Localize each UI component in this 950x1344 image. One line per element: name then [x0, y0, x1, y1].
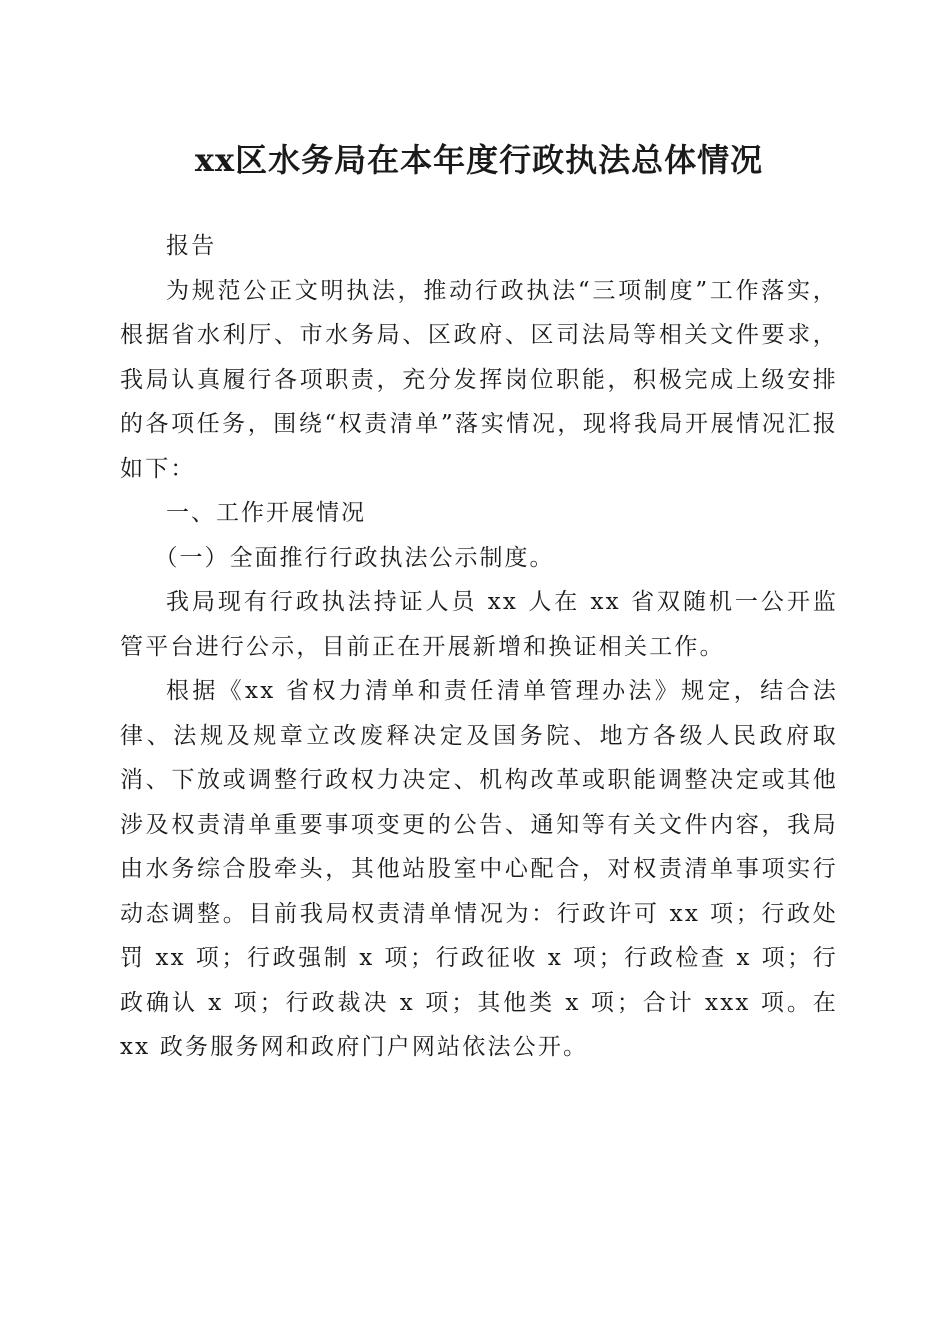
- section-heading-work-status: 一、工作开展情况: [166, 500, 366, 526]
- paragraph-report-label: 报告: [166, 233, 217, 259]
- document-title: xx区水务局在本年度行政执法总体情况: [194, 141, 764, 179]
- paragraph-intro: 为规范公正文明执法，推动行政执法“三项制度”工作落实，根据省水利厅、市水务局、区政府、区司法局等相关文件要求，我局认真履行各项职责，充分发挥岗位职能，积极完成上级安排的各项任务，围绕“权责清单”落实情况，现将我局开展情况汇报如下：: [120, 277, 838, 482]
- paragraph-responsibility-list: 根据《xx 省权力清单和责任清单管理办法》规定，结合法律、法规及规章立改废释决定及国务院、地方各级人民政府取消、下放或调整行政权力决定、机构改革或职能调整决定或其他涉及权责清单重要事项变更的公告、通知等有关文件内容，我局由水务综合股牵头，其他站股室中心配合，对权责清单事项实行动态调整。目前我局权责清单情况为：行政许可 xx 项；行政处罚 xx 项；行政强制 x 项；行政征收 x 项；行政检查 x 项；行政确认 x 项；行政裁决 x 项；其他类 x 项；合计 xxx 项。在 xx 政务服务网和政府门户网站依法公开。: [120, 678, 838, 1060]
- paragraph-certified-personnel: 我局现有行政执法持证人员 xx 人在 xx 省双随机一公开监管平台进行公示，目前正在开展新增和换证相关工作。: [120, 589, 838, 660]
- document-body: [120, 224, 838, 1070]
- subsection-heading-publicity-system: （一）全面推行行政执法公示制度。: [154, 544, 555, 571]
